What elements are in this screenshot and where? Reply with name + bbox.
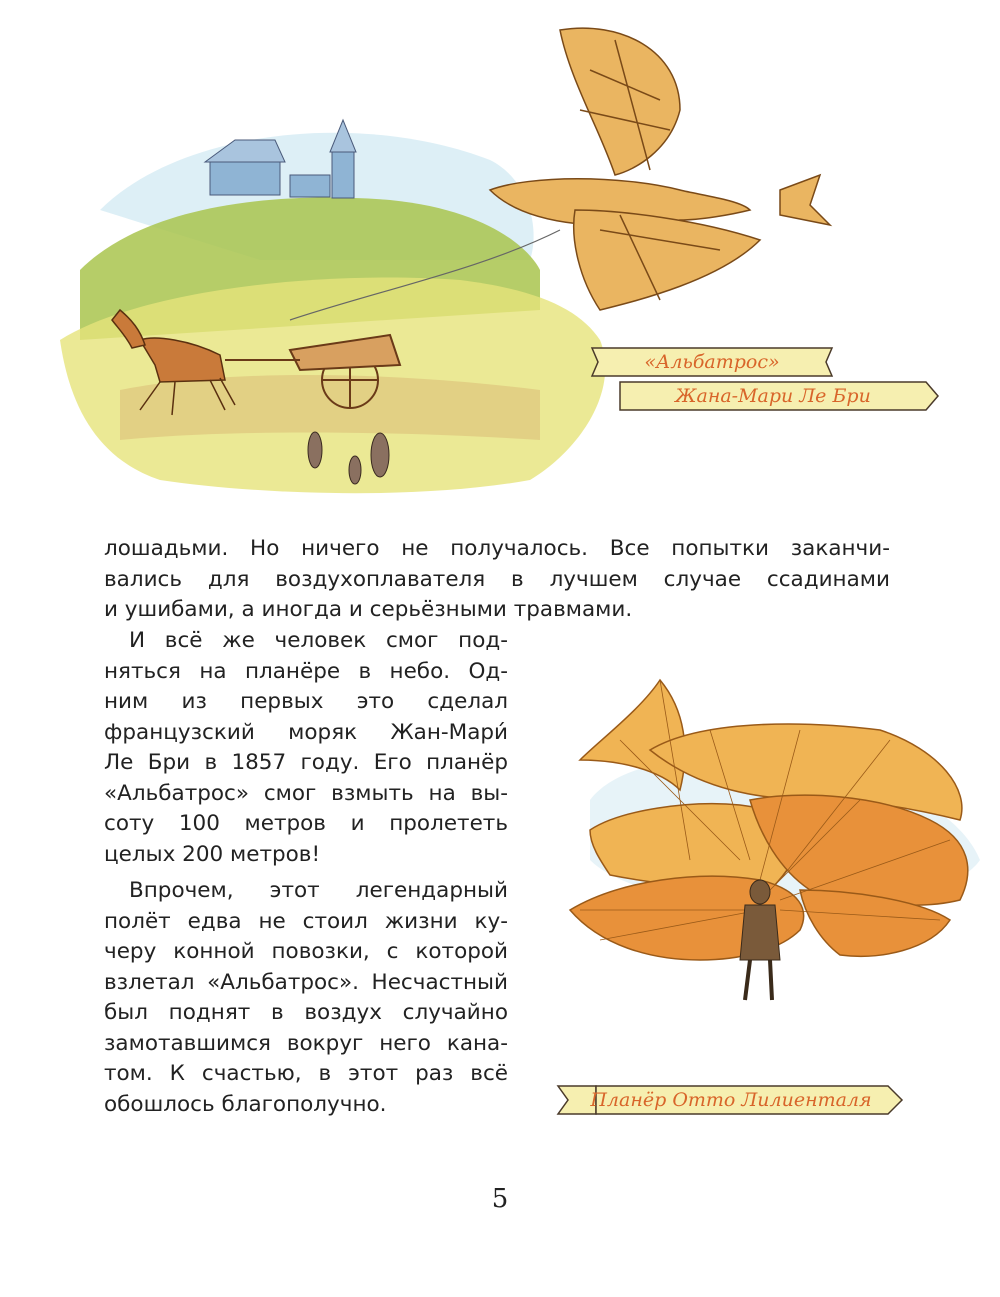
text-line: замотавшимся вокруг него кана-: [104, 1030, 508, 1056]
text-line: Впрочем, этот легендарный: [129, 878, 508, 903]
text-line: И всё же человек смог под-: [129, 628, 508, 653]
caption-albatross-name: «Альбатрос»: [644, 351, 780, 373]
text-line: лошадьми. Но ничего не получалось. Все попытки заканчи-: [104, 536, 890, 561]
text-line: черу конной повозки, с которой: [104, 939, 508, 964]
text-line: целых 200 метров!: [104, 841, 321, 867]
text-line: том. К счастью, в этот раз всё: [104, 1061, 508, 1086]
caption-lilienthal: Планёр Отто Лилиенталя: [590, 1089, 872, 1111]
text-line: соту 100 метров и пролететь: [104, 811, 508, 836]
caption-ribbon-albatross-author: [606, 380, 940, 412]
caption-ribbon-lilienthal: [556, 1084, 906, 1116]
text-line: ним из первых это сделал: [104, 689, 508, 714]
text-line: был поднят в воздух случайно: [104, 1000, 508, 1025]
text-line: Ле Бри в 1857 году. Его планёр: [104, 750, 508, 775]
text-line: взлетал «Альбатрос». Несчастный: [104, 969, 508, 995]
text-line: няться на планёре в небо. Од-: [104, 658, 508, 684]
lilienthal-glider-illustration: [560, 660, 990, 1030]
paragraph-1: [104, 534, 890, 626]
text-line: полёт едва не стоил жизни ку-: [104, 908, 508, 934]
text-line: и ушибами, а иногда и серьёзными травмами.: [104, 597, 633, 622]
caption-albatross-author: Жана-Мари Ле Бри: [675, 385, 871, 407]
text-line: «Альбатрос» смог взмыть на вы-: [104, 780, 508, 806]
paragraph-3: [104, 876, 508, 1120]
text-line: вались для воздухоплавателя в лучшем случае ссадинами: [104, 566, 890, 592]
text-line: французский моряк Жан-Мари́: [104, 719, 508, 745]
text-line: обошлось благополучно.: [104, 1091, 387, 1117]
caption-ribbon-albatross-name: [590, 346, 834, 378]
albatross-illustration: [60, 10, 860, 500]
paragraph-2: [104, 626, 508, 870]
page-number: 5: [491, 1184, 509, 1214]
